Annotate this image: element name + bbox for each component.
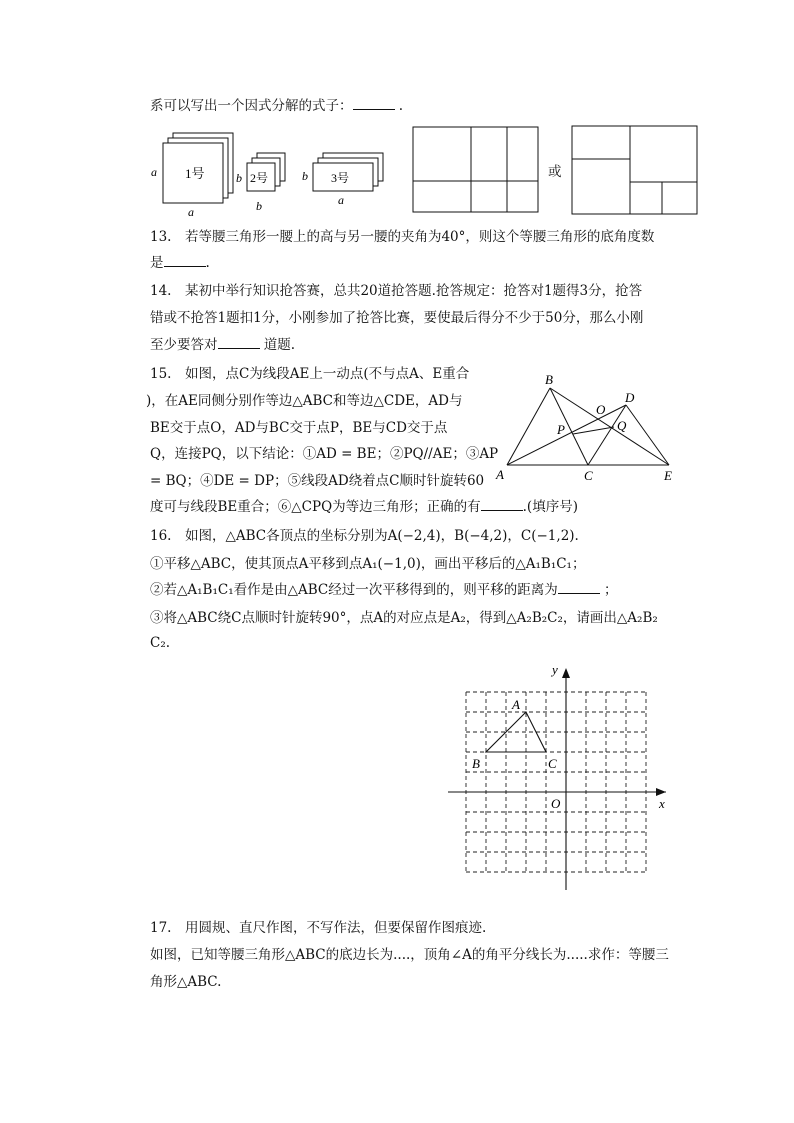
label-3: 3号 <box>331 171 350 185</box>
side-a-3: a <box>338 193 344 207</box>
question-15-line1: 15. 如图，点C为线段AE上一动点(不与点A、E重合 <box>150 366 470 382</box>
side-b-bottom: b <box>256 199 262 213</box>
question-16-line2: ①平移△ABC，使其顶点A平移到点A₁(−1,0)，画出平移后的△A₁B₁C₁； <box>150 556 586 572</box>
or-text: 或 <box>548 164 562 180</box>
question-14-line1: 14. 某初中举行知识抢答赛，总共20道抢答题.抢答规定：抢答对1题得3分，抢答 <box>150 283 643 299</box>
question-15-line3: BE交于点O，AD与BC交于点P，BE与CD交于点 <box>150 420 448 436</box>
point-O: O <box>596 402 606 417</box>
answer-blank-12[interactable] <box>353 97 395 110</box>
question-15-line5: = BQ；④DE = DP；⑤线段AD绕着点C顺时针旋转60 <box>150 473 485 489</box>
question-16-line4: ③将△ABC绕C点顺时针旋转90°，点A的对应点是A₂，得到△A₂B₂C₂，请画出△A₂B₂ <box>150 610 658 626</box>
question-16-line3: ②若△A₁B₁C₁看作是由△ABC经过一次平移得到的，则平移的距离为 ； <box>150 582 618 598</box>
segment-AD <box>507 405 626 465</box>
question-15-line6: 度可与线段BE重合；⑥△CPQ为等边三角形；正确的有 .(填序号) <box>150 499 578 515</box>
squares-figure <box>145 125 405 225</box>
segment-AB <box>507 388 550 465</box>
answer-blank-15[interactable] <box>481 498 523 511</box>
point-P: P <box>557 422 565 437</box>
y-axis-label: y <box>552 662 558 677</box>
question-17-line1: 17. 用圆规、直尺作图，不写作法，但要保留作图痕迹. <box>150 920 487 936</box>
segment-DE <box>626 405 669 465</box>
question-16-line5: C₂. <box>150 635 171 651</box>
label-1: 1号 <box>185 166 205 181</box>
answer-blank-14[interactable] <box>218 336 260 349</box>
answer-blank-16[interactable] <box>558 581 600 594</box>
segment-BE <box>550 388 669 465</box>
point-A: A <box>496 467 504 482</box>
text-line-1: 系可以写出一个因式分解的式子： . <box>150 98 404 114</box>
question-15-line2: )，在AE同侧分别作等边△ABC和等边△CDE，AD与 <box>146 393 463 409</box>
point-A-label: A <box>512 697 520 712</box>
question-13-line2: 是 . <box>150 255 210 271</box>
question-14-line2: 错或不抢答1题扣1分，小刚参加了抢答比赛，要使最后得分不少于50分，那么小刚 <box>150 310 644 326</box>
point-C: C <box>584 468 593 483</box>
answer-blank-13[interactable] <box>164 254 206 267</box>
rectangle-arrangement-1 <box>412 126 542 216</box>
rectangle-arrangement-2 <box>571 125 701 217</box>
segment-CD <box>588 405 626 465</box>
side-b-left: b <box>236 171 242 185</box>
point-D: D <box>625 390 635 405</box>
question-17-line2: 如图，已知等腰三角形△ABC的底边长为....，顶角∠A的角平分线长为.....求作：等腰三 <box>150 947 669 963</box>
question-14-line3: 至少要答对 道题. <box>150 337 296 353</box>
y-axis-arrow <box>562 668 570 678</box>
question-15-line4: Q，连接PQ，以下结论：①AD = BE；②PQ//AE；③AP <box>150 446 499 462</box>
coordinate-grid-figure <box>448 662 678 892</box>
x-axis-arrow <box>656 788 666 796</box>
origin-label: O <box>551 796 561 811</box>
point-E: E <box>664 468 672 483</box>
side-a-left: a <box>151 165 157 179</box>
question-13-line1: 13. 若等腰三角形一腰上的高与另一腰的夹角为40°，则这个等腰三角形的底角度数 <box>150 229 655 245</box>
point-Q: Q <box>617 418 627 433</box>
point-B-label: B <box>472 756 480 771</box>
label-2: 2号 <box>250 171 269 185</box>
question-16-line1: 16. 如图，△ABC各顶点的坐标分别为A(−2,4)，B(−4,2)，C(−1,2). <box>150 528 579 544</box>
side-a-bottom: a <box>188 205 194 219</box>
point-B: B <box>545 372 553 387</box>
equilateral-triangles-figure <box>492 372 692 487</box>
grid-lines <box>466 692 646 872</box>
point-C-label: C <box>548 756 557 771</box>
question-17-line3: 角形△ABC. <box>150 974 222 990</box>
side-b-3: b <box>302 169 308 183</box>
x-axis-label: x <box>659 796 665 811</box>
